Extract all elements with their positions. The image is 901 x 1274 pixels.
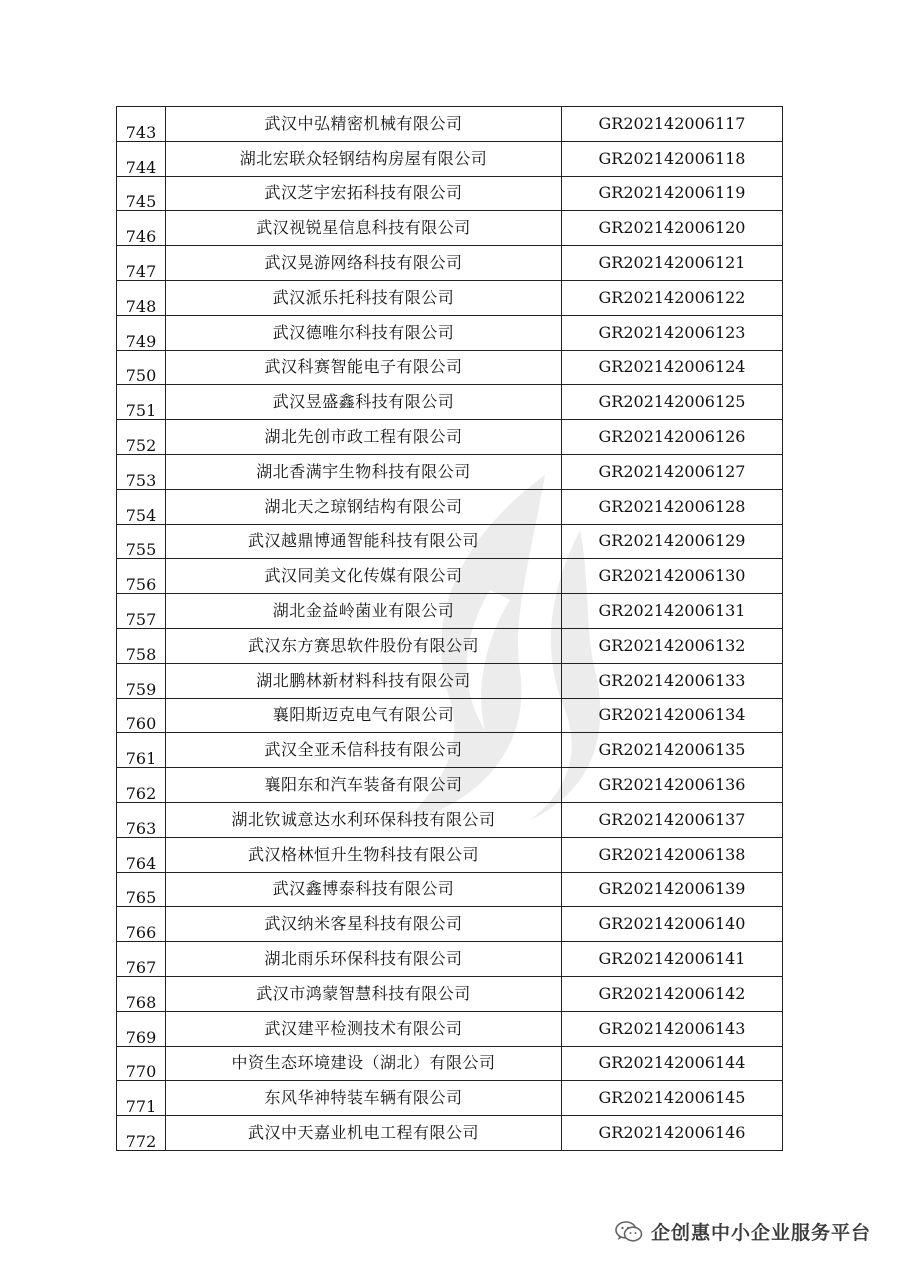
table-row [117, 837, 783, 872]
row-number: 767 [117, 942, 166, 977]
table-row [117, 663, 783, 698]
table-row [117, 802, 783, 837]
certificate-code: GR202142006144 [562, 1046, 783, 1081]
table-row [117, 698, 783, 733]
row-number: 768 [117, 976, 166, 1011]
certificate-code: GR202142006134 [562, 698, 783, 733]
row-number: 761 [117, 733, 166, 768]
certificate-code: GR202142006119 [562, 176, 783, 211]
certificate-code: GR202142006124 [562, 350, 783, 385]
company-name: 湖北天之琼钢结构有限公司 [166, 489, 562, 524]
certificate-code: GR202142006118 [562, 141, 783, 176]
company-name: 武汉派乐托科技有限公司 [166, 280, 562, 315]
row-number: 766 [117, 907, 166, 942]
brand-text: 企创惠中小企业服务平台 [650, 1222, 871, 1244]
row-number: 759 [117, 663, 166, 698]
row-number: 747 [117, 246, 166, 281]
company-name: 湖北宏联众轻钢结构房屋有限公司 [166, 141, 562, 176]
certificate-code: GR202142006128 [562, 489, 783, 524]
company-name: 武汉科赛智能电子有限公司 [166, 350, 562, 385]
company-name: 襄阳斯迈克电气有限公司 [166, 698, 562, 733]
enterprise-table [116, 106, 783, 1151]
row-number: 744 [117, 141, 166, 176]
company-name: 湖北雨乐环保科技有限公司 [166, 942, 562, 977]
certificate-code: GR202142006137 [562, 802, 783, 837]
certificate-code: GR202142006132 [562, 628, 783, 663]
table-row [117, 594, 783, 629]
table-row [117, 211, 783, 246]
company-name: 武汉晃游网络科技有限公司 [166, 246, 562, 281]
row-number: 753 [117, 454, 166, 489]
row-number: 772 [117, 1116, 166, 1151]
table-row [117, 628, 783, 663]
certificate-code: GR202142006130 [562, 559, 783, 594]
table-row [117, 350, 783, 385]
table-row [117, 454, 783, 489]
row-number: 743 [117, 107, 166, 142]
table-row [117, 107, 783, 142]
table-row [117, 176, 783, 211]
row-number: 750 [117, 350, 166, 385]
certificate-code: GR202142006139 [562, 872, 783, 907]
table-row [117, 733, 783, 768]
row-number: 769 [117, 1011, 166, 1046]
company-name: 武汉视锐星信息科技有限公司 [166, 211, 562, 246]
certificate-code: GR202142006133 [562, 663, 783, 698]
certificate-code: GR202142006145 [562, 1081, 783, 1116]
row-number: 756 [117, 559, 166, 594]
row-number: 763 [117, 802, 166, 837]
company-name: 武汉芝宇宏拓科技有限公司 [166, 176, 562, 211]
table-row [117, 907, 783, 942]
company-name: 武汉中天嘉业机电工程有限公司 [166, 1116, 562, 1151]
table-row [117, 942, 783, 977]
company-name: 武汉鑫博泰科技有限公司 [166, 872, 562, 907]
company-name: 武汉纳米客星科技有限公司 [166, 907, 562, 942]
certificate-code: GR202142006117 [562, 107, 783, 142]
footer-brand [615, 1218, 871, 1245]
certificate-code: GR202142006129 [562, 524, 783, 559]
row-number: 770 [117, 1046, 166, 1081]
certificate-code: GR202142006146 [562, 1116, 783, 1151]
company-name: 武汉同美文化传媒有限公司 [166, 559, 562, 594]
table-row [117, 1011, 783, 1046]
row-number: 754 [117, 489, 166, 524]
table-body [117, 107, 783, 1151]
table-row [117, 1081, 783, 1116]
row-number: 757 [117, 594, 166, 629]
table-row [117, 976, 783, 1011]
row-number: 748 [117, 280, 166, 315]
company-name: 武汉德唯尔科技有限公司 [166, 315, 562, 350]
certificate-code: GR202142006138 [562, 837, 783, 872]
certificate-code: GR202142006122 [562, 280, 783, 315]
company-name: 湖北先创市政工程有限公司 [166, 420, 562, 455]
company-name: 武汉东方赛思软件股份有限公司 [166, 628, 562, 663]
row-number: 746 [117, 211, 166, 246]
table-row [117, 1046, 783, 1081]
certificate-code: GR202142006120 [562, 211, 783, 246]
table-row [117, 872, 783, 907]
table-row [117, 489, 783, 524]
table-row [117, 141, 783, 176]
table-row [117, 768, 783, 803]
company-name: 湖北钦诚意达水利环保科技有限公司 [166, 802, 562, 837]
table-row [117, 315, 783, 350]
certificate-code: GR202142006141 [562, 942, 783, 977]
company-name: 中资生态环境建设（湖北）有限公司 [166, 1046, 562, 1081]
row-number: 745 [117, 176, 166, 211]
company-name: 武汉格林恒升生物科技有限公司 [166, 837, 562, 872]
company-name: 东风华神特装车辆有限公司 [166, 1081, 562, 1116]
company-name: 武汉建平检测技术有限公司 [166, 1011, 562, 1046]
table-row [117, 1116, 783, 1151]
company-name: 襄阳东和汽车装备有限公司 [166, 768, 562, 803]
table-row [117, 524, 783, 559]
certificate-code: GR202142006131 [562, 594, 783, 629]
certificate-code: GR202142006127 [562, 454, 783, 489]
row-number: 765 [117, 872, 166, 907]
certificate-code: GR202142006126 [562, 420, 783, 455]
company-name: 武汉市鸿蒙智慧科技有限公司 [166, 976, 562, 1011]
certificate-code: GR202142006143 [562, 1011, 783, 1046]
company-name: 武汉全亚禾信科技有限公司 [166, 733, 562, 768]
certificate-code: GR202142006123 [562, 315, 783, 350]
row-number: 760 [117, 698, 166, 733]
row-number: 755 [117, 524, 166, 559]
company-name: 武汉昱盛鑫科技有限公司 [166, 385, 562, 420]
row-number: 764 [117, 837, 166, 872]
table-row [117, 385, 783, 420]
row-number: 749 [117, 315, 166, 350]
company-name: 武汉越鼎博通智能科技有限公司 [166, 524, 562, 559]
table-row [117, 280, 783, 315]
table-row [117, 246, 783, 281]
company-name: 湖北香满宇生物科技有限公司 [166, 454, 562, 489]
company-name: 武汉中弘精密机械有限公司 [166, 107, 562, 142]
row-number: 758 [117, 628, 166, 663]
company-name: 湖北鹏林新材料科技有限公司 [166, 663, 562, 698]
certificate-code: GR202142006125 [562, 385, 783, 420]
table-row [117, 420, 783, 455]
row-number: 771 [117, 1081, 166, 1116]
company-name: 湖北金益岭菌业有限公司 [166, 594, 562, 629]
certificate-code: GR202142006142 [562, 976, 783, 1011]
row-number: 752 [117, 420, 166, 455]
certificate-code: GR202142006121 [562, 246, 783, 281]
certificate-code: GR202142006136 [562, 768, 783, 803]
row-number: 762 [117, 768, 166, 803]
wechat-icon [615, 1220, 643, 1244]
table-row [117, 559, 783, 594]
certificate-code: GR202142006135 [562, 733, 783, 768]
row-number: 751 [117, 385, 166, 420]
certificate-code: GR202142006140 [562, 907, 783, 942]
